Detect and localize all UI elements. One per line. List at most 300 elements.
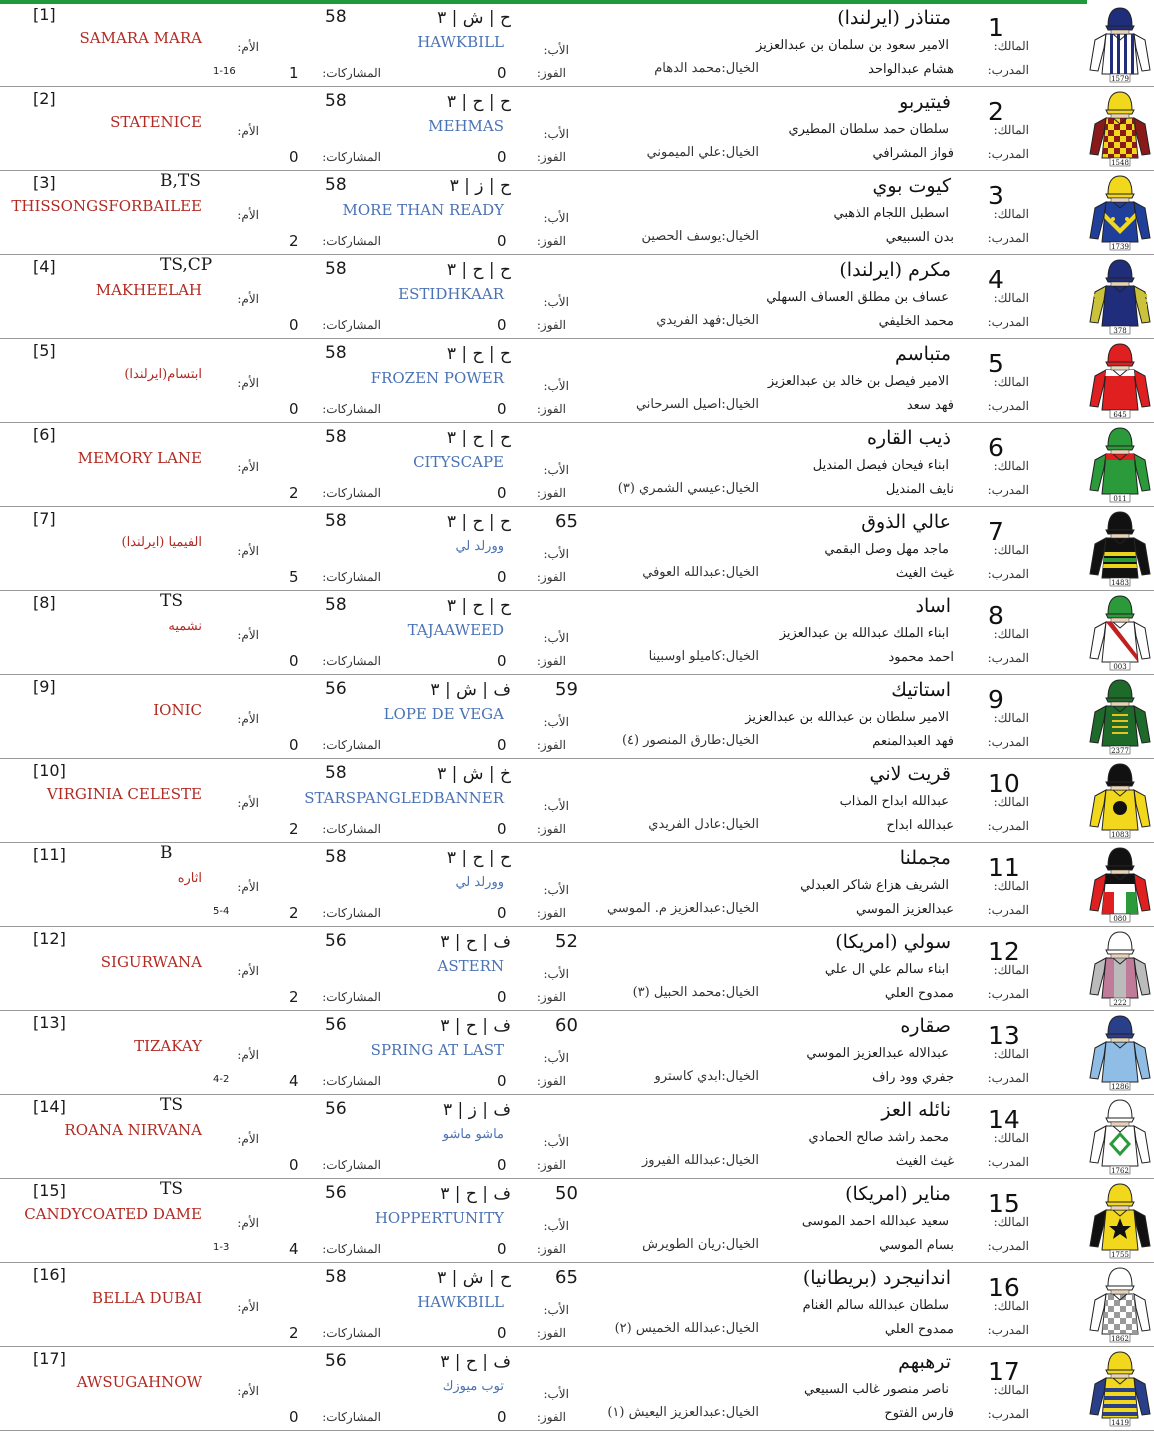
- owner-name: ابناء فيحان فيصل المنديل: [812, 458, 949, 473]
- wins-value: 0: [497, 1156, 507, 1174]
- trainer-label: المدرب:: [987, 63, 1029, 77]
- runner-row[interactable]: [0, 87, 1154, 171]
- draw-number: [6]: [33, 425, 56, 444]
- wins-label: الفوز:: [536, 1410, 566, 1424]
- runner-row[interactable]: [0, 759, 1154, 843]
- equipment-code: TS: [160, 1095, 183, 1115]
- runner-row[interactable]: [0, 675, 1154, 759]
- silk-id: 222: [1113, 999, 1127, 1007]
- draw-number: [16]: [33, 1265, 66, 1284]
- horse-name[interactable]: سولي (امريكا): [835, 931, 951, 953]
- jockey-silks-icon: [1086, 1264, 1154, 1344]
- weight-value: 58: [325, 175, 347, 195]
- wins-value: 0: [497, 1240, 507, 1258]
- runner-number: 16: [988, 1273, 1020, 1302]
- wins-label: الفوز:: [536, 234, 566, 248]
- runner-row[interactable]: [0, 1095, 1154, 1179]
- dam-name: AWSUGAHNOW: [76, 1373, 202, 1391]
- trainer-name: عبدالله ابداح: [886, 818, 954, 833]
- silk-id: 1419: [1111, 1419, 1129, 1427]
- starts-value: 0: [289, 148, 299, 166]
- owner-name: سلطان حمد سلطان المطيري: [788, 122, 949, 137]
- dam-name: THISSONGSFORBAILEE: [11, 197, 202, 215]
- runner-row[interactable]: [0, 927, 1154, 1011]
- horse-name[interactable]: متناذر (ايرلندا): [837, 7, 951, 29]
- silk-id: 1755: [1111, 1251, 1129, 1259]
- sire-name: STARSPANGLEDBANNER: [304, 789, 504, 807]
- sire-label: الأب:: [543, 127, 569, 141]
- dam-label: الأم:: [237, 208, 259, 222]
- dam-label: الأم:: [237, 1300, 259, 1314]
- jockey-name: الخيال:فهد الفريدي: [656, 313, 759, 328]
- sire-name: وورلد لي: [455, 875, 504, 890]
- horse-name[interactable]: نائله العز: [881, 1099, 951, 1121]
- dam-name: MEMORY LANE: [77, 449, 202, 467]
- draw-number: [10]: [33, 761, 66, 780]
- horse-name[interactable]: ترهبهم: [898, 1351, 951, 1373]
- weight-value: 58: [325, 259, 347, 279]
- owner-name: ابناء الملك عبدالله بن عبدالعزيز: [779, 626, 949, 641]
- horse-description: ح | ح | ٣: [446, 596, 511, 616]
- trainer-label: المدرب:: [987, 819, 1029, 833]
- owner-name: الامير سعود بن سلمان بن عبدالعزيز: [756, 38, 949, 53]
- weight-value: 58: [325, 91, 347, 111]
- silk-id: 1548: [1111, 159, 1129, 167]
- jockey-name: الخيال:اصيل السرحاني: [635, 397, 759, 412]
- draw-number: [5]: [33, 341, 56, 360]
- sire-label: الأب:: [543, 211, 569, 225]
- weight-value: 58: [325, 7, 347, 27]
- trainer-name: بدن السبيعي: [885, 230, 954, 245]
- runner-number: 17: [988, 1357, 1020, 1386]
- runner-number: 12: [988, 937, 1020, 966]
- owner-label: المالك:: [993, 207, 1029, 221]
- weight-value: 58: [325, 427, 347, 447]
- trainer-name: فواز المشرافي: [872, 146, 954, 161]
- owner-name: الامير فيصل بن خالد بن عبدالعزيز: [767, 374, 949, 389]
- trainer-label: المدرب:: [987, 1239, 1029, 1253]
- owner-label: المالك:: [993, 375, 1029, 389]
- sire-name: CITYSCAPE: [413, 453, 504, 471]
- starts-label: المشاركات:: [322, 486, 381, 500]
- sire-name: FROZEN POWER: [370, 369, 504, 387]
- equipment-code: B: [160, 843, 173, 863]
- horse-description: ف | ز | ٣: [442, 1100, 511, 1120]
- trainer-label: المدرب:: [987, 903, 1029, 917]
- rating-value: 65: [555, 511, 578, 532]
- equipment-code: TS: [160, 591, 183, 611]
- dam-label: الأم:: [237, 460, 259, 474]
- wins-label: الفوز:: [536, 150, 566, 164]
- silk-id: 011: [1113, 495, 1127, 503]
- silk-id: 1286: [1111, 1083, 1129, 1091]
- silk-id: 1579: [1111, 75, 1129, 83]
- trainer-name: هشام عبدالواحد: [868, 62, 954, 77]
- jockey-silks-icon: [1086, 1012, 1154, 1092]
- trainer-label: المدرب:: [987, 987, 1029, 1001]
- dam-label: الأم:: [237, 712, 259, 726]
- sire-name: SPRING AT LAST: [370, 1041, 504, 1059]
- owner-label: المالك:: [993, 879, 1029, 893]
- dam-label: الأم:: [237, 292, 259, 306]
- horse-description: ح | ح | ٣: [446, 512, 511, 532]
- jockey-name: الخيال:كاميلو اوسبينا: [648, 649, 759, 664]
- weight-value: 56: [325, 1351, 347, 1371]
- rating-value: 65: [555, 1267, 578, 1288]
- wins-value: 0: [497, 988, 507, 1006]
- jockey-name: الخيال:علي الميموني: [646, 145, 759, 160]
- dam-label: الأم:: [237, 880, 259, 894]
- trainer-label: المدرب:: [987, 147, 1029, 161]
- trainer-label: المدرب:: [987, 735, 1029, 749]
- dam-label: الأم:: [237, 628, 259, 642]
- trainer-label: المدرب:: [987, 483, 1029, 497]
- jockey-name: الخيال:عادل الفريدي: [648, 817, 759, 832]
- owner-label: المالك:: [993, 1131, 1029, 1145]
- wins-label: الفوز:: [536, 402, 566, 416]
- wins-value: 0: [497, 232, 507, 250]
- weight-value: 56: [325, 1183, 347, 1203]
- weight-value: 58: [325, 343, 347, 363]
- runner-number: 10: [988, 769, 1020, 798]
- runner-row[interactable]: [0, 843, 1154, 927]
- starts-value: 5: [289, 568, 299, 586]
- owner-label: المالك:: [993, 543, 1029, 557]
- dam-label: الأم:: [237, 376, 259, 390]
- owner-label: المالك:: [993, 1299, 1029, 1313]
- weight-value: 58: [325, 595, 347, 615]
- runner-number: 14: [988, 1105, 1020, 1134]
- horse-description: ف | ش | ٣: [430, 680, 511, 700]
- wins-value: 0: [497, 904, 507, 922]
- jockey-name: الخيال:عبدالعزيز م. الموسي: [607, 901, 759, 916]
- sire-name: HOPPERTUNITY: [374, 1209, 504, 1227]
- jockey-silks-icon: [1086, 844, 1154, 924]
- runner-row[interactable]: [0, 171, 1154, 255]
- horse-description: ح | ح | ٣: [446, 848, 511, 868]
- jockey-silks-icon: [1086, 88, 1154, 168]
- horse-name[interactable]: مكرم (ايرلندا): [839, 259, 951, 281]
- starts-label: المشاركات:: [322, 402, 381, 416]
- runner-row[interactable]: [0, 3, 1154, 87]
- horse-description: ف | ح | ٣: [440, 1184, 511, 1204]
- trainer-name: عبدالعزيز الموسي: [856, 902, 954, 917]
- draw-number: [4]: [33, 257, 56, 276]
- dam-label: الأم:: [237, 964, 259, 978]
- owner-label: المالك:: [993, 711, 1029, 725]
- sire-label: الأب:: [543, 1051, 569, 1065]
- owner-label: المالك:: [993, 1047, 1029, 1061]
- horse-name[interactable]: ذيب القاره: [866, 427, 951, 449]
- owner-label: المالك:: [993, 627, 1029, 641]
- wins-label: الفوز:: [536, 1074, 566, 1088]
- horse-description: ح | ش | ٣: [437, 1268, 511, 1288]
- wins-value: 0: [497, 148, 507, 166]
- horse-name[interactable]: قريت لاني: [869, 763, 951, 785]
- draw-number: [15]: [33, 1181, 66, 1200]
- runner-row[interactable]: [0, 507, 1154, 591]
- horse-name[interactable]: اساد: [915, 595, 951, 617]
- starts-value: 0: [289, 316, 299, 334]
- trainer-label: المدرب:: [987, 399, 1029, 413]
- dam-name: ROANA NIRVANA: [64, 1121, 202, 1139]
- starts-value: 0: [289, 400, 299, 418]
- equipment-code: B,TS: [160, 171, 201, 191]
- starts-value: 0: [289, 736, 299, 754]
- wins-label: الفوز:: [536, 906, 566, 920]
- runner-row[interactable]: [0, 591, 1154, 675]
- horse-name[interactable]: متباسم: [895, 343, 951, 365]
- dam-name: SIGURWANA: [100, 953, 202, 971]
- jockey-name: الخيال:عبدالله العوفي: [642, 565, 759, 580]
- wins-label: الفوز:: [536, 990, 566, 1004]
- runner-row[interactable]: [0, 1011, 1154, 1095]
- owner-label: المالك:: [993, 39, 1029, 53]
- dam-label: الأم:: [237, 796, 259, 810]
- equipment-code: TS: [160, 1179, 183, 1199]
- recent-form: 1-16: [213, 66, 236, 77]
- sire-label: الأب:: [543, 715, 569, 729]
- wins-value: 0: [497, 820, 507, 838]
- sire-label: الأب:: [543, 967, 569, 981]
- sire-label: الأب:: [543, 799, 569, 813]
- dam-label: الأم:: [237, 124, 259, 138]
- runner-number: 15: [988, 1189, 1020, 1218]
- horse-description: ف | ح | ٣: [440, 1352, 511, 1372]
- sire-name: ASTERN: [437, 957, 504, 975]
- runner-number: 11: [988, 853, 1020, 882]
- sire-label: الأب:: [543, 1387, 569, 1401]
- dam-label: الأم:: [237, 544, 259, 558]
- starts-label: المشاركات:: [322, 990, 381, 1004]
- starts-label: المشاركات:: [322, 570, 381, 584]
- jockey-name: الخيال:عبدالله الخميس (٢): [614, 1321, 759, 1336]
- dam-name: MAKHEELAH: [95, 281, 202, 299]
- horse-name[interactable]: صقاره: [900, 1015, 951, 1037]
- trainer-name: فهد سعد: [906, 398, 954, 413]
- owner-label: المالك:: [993, 963, 1029, 977]
- owner-name: ناصر منصور غالب السبيعي: [804, 1382, 949, 1397]
- draw-number: [2]: [33, 89, 56, 108]
- starts-value: 2: [289, 988, 299, 1006]
- sire-label: الأب:: [543, 631, 569, 645]
- dam-name: CANDYCOATED DAME: [24, 1205, 202, 1223]
- starts-value: 2: [289, 1324, 299, 1342]
- runner-number: 13: [988, 1021, 1020, 1050]
- dam-name: STATENICE: [110, 113, 202, 131]
- dam-name: نشميه: [168, 619, 202, 634]
- trainer-label: المدرب:: [987, 1155, 1029, 1169]
- horse-name[interactable]: مجملنا: [899, 847, 951, 869]
- runner-number: 5: [988, 349, 1004, 378]
- trainer-label: المدرب:: [987, 1071, 1029, 1085]
- starts-value: 0: [289, 652, 299, 670]
- jockey-name: الخيال:طارق المنصور (٤): [621, 733, 759, 748]
- recent-form: 1-3: [213, 1242, 230, 1253]
- weight-value: 56: [325, 1099, 347, 1119]
- silk-id: 378: [1113, 327, 1127, 335]
- draw-number: [7]: [33, 509, 56, 528]
- trainer-name: غيث الغيث: [895, 566, 954, 581]
- weight-value: 58: [325, 763, 347, 783]
- owner-label: المالك:: [993, 1383, 1029, 1397]
- trainer-label: المدرب:: [987, 651, 1029, 665]
- dam-name: SAMARA MARA: [79, 29, 202, 47]
- draw-number: [12]: [33, 929, 66, 948]
- owner-name: الشريف هزاع شاكر العبدلي: [800, 878, 949, 893]
- jockey-name: الخيال:ريان الطويرش: [642, 1237, 759, 1252]
- wins-label: الفوز:: [536, 66, 566, 80]
- runner-number: 2: [988, 97, 1004, 126]
- wins-value: 0: [497, 1408, 507, 1426]
- owner-name: ماجد مهل وصل البقمي: [824, 542, 949, 557]
- horse-description: ف | ح | ٣: [440, 932, 511, 952]
- sire-label: الأب:: [543, 1135, 569, 1149]
- runner-row[interactable]: [0, 255, 1154, 339]
- horse-name[interactable]: استاتيك: [891, 679, 951, 701]
- silk-id: 2377: [1111, 747, 1129, 755]
- sire-name: TAJAAWEED: [407, 621, 504, 639]
- starts-label: المشاركات:: [322, 234, 381, 248]
- sire-name: ESTIDHKAAR: [398, 285, 504, 303]
- dam-name: VIRGINIA CELESTE: [46, 785, 202, 803]
- trainer-name: محمد الخليفي: [878, 314, 954, 329]
- runner-row[interactable]: [0, 339, 1154, 423]
- wins-value: 0: [497, 64, 507, 82]
- weight-value: 56: [325, 1015, 347, 1035]
- wins-value: 0: [497, 316, 507, 334]
- weight-value: 56: [325, 931, 347, 951]
- sire-label: الأب:: [543, 463, 569, 477]
- runner-row[interactable]: [0, 1347, 1154, 1431]
- horse-description: ح | ز | ٣: [449, 176, 511, 196]
- owner-name: عساف بن مطلق العساف السهلي: [766, 290, 949, 305]
- wins-value: 0: [497, 400, 507, 418]
- sire-name: وورلد لي: [455, 539, 504, 554]
- trainer-name: بسام الموسي: [879, 1238, 954, 1253]
- jockey-silks-icon: [1086, 256, 1154, 336]
- runner-number: 4: [988, 265, 1004, 294]
- wins-label: الفوز:: [536, 1326, 566, 1340]
- draw-number: [14]: [33, 1097, 66, 1116]
- dam-name: IONIC: [153, 701, 202, 719]
- horse-description: ح | ح | ٣: [446, 344, 511, 364]
- horse-name[interactable]: اندانيجرد (بريطانيا): [802, 1267, 951, 1289]
- recent-form: 4-2: [213, 1074, 230, 1085]
- rating-value: 52: [555, 931, 578, 952]
- horse-description: ح | ش | ٣: [437, 8, 511, 28]
- sire-name: HAWKBILL: [417, 33, 504, 51]
- runner-row[interactable]: [0, 1263, 1154, 1347]
- wins-label: الفوز:: [536, 1242, 566, 1256]
- starts-label: المشاركات:: [322, 1242, 381, 1256]
- owner-name: سعيد عبدالله احمد الموسى: [801, 1214, 949, 1229]
- jockey-name: الخيال:عبدالله الفيروز: [642, 1153, 759, 1168]
- silk-id: 1083: [1111, 831, 1129, 839]
- owner-label: المالك:: [993, 459, 1029, 473]
- dam-label: الأم:: [237, 1132, 259, 1146]
- sire-name: HAWKBILL: [417, 1293, 504, 1311]
- trainer-label: المدرب:: [987, 1323, 1029, 1337]
- starts-label: المشاركات:: [322, 66, 381, 80]
- owner-name: محمد راشد صالح الحمادي: [808, 1130, 949, 1145]
- dam-name: الفيميا (ايرلندا): [121, 535, 202, 550]
- jockey-name: الخيال:ابدي كاسترو: [654, 1069, 759, 1084]
- wins-value: 0: [497, 568, 507, 586]
- wins-label: الفوز:: [536, 318, 566, 332]
- horse-name[interactable]: مناير (امريكا): [845, 1183, 951, 1205]
- draw-number: [9]: [33, 677, 56, 696]
- wins-value: 0: [497, 1324, 507, 1342]
- trainer-name: غيث الغيث: [895, 1154, 954, 1169]
- jockey-name: الخيال:عبدالعزيز اليعيش (١): [607, 1405, 759, 1420]
- starts-label: المشاركات:: [322, 318, 381, 332]
- runner-row[interactable]: [0, 1179, 1154, 1263]
- wins-label: الفوز:: [536, 486, 566, 500]
- starts-value: 1: [289, 64, 299, 82]
- starts-label: المشاركات:: [322, 654, 381, 668]
- silk-id: 645: [1113, 411, 1127, 419]
- runner-number: 3: [988, 181, 1004, 210]
- dam-name: BELLA DUBAI: [92, 1289, 202, 1307]
- runner-row[interactable]: [0, 423, 1154, 507]
- jockey-silks-icon: [1086, 1348, 1154, 1428]
- trainer-label: المدرب:: [987, 231, 1029, 245]
- jockey-name: الخيال:محمد الحبيل (٣): [632, 985, 759, 1000]
- recent-form: 5-4: [213, 906, 230, 917]
- horse-description: ح | ح | ٣: [446, 260, 511, 280]
- weight-value: 58: [325, 511, 347, 531]
- sire-name: MORE THAN READY: [342, 201, 504, 219]
- trainer-label: المدرب:: [987, 1407, 1029, 1421]
- runner-number: 9: [988, 685, 1004, 714]
- starts-label: المشاركات:: [322, 1326, 381, 1340]
- owner-name: الامير سلطان بن عبدالله بن عبدالعزيز: [745, 710, 949, 725]
- dam-name: اثاره: [177, 871, 202, 886]
- horse-description: ح | ح | ٣: [446, 92, 511, 112]
- horse-name[interactable]: كيوت بوي: [872, 175, 951, 197]
- jockey-silks-icon: [1086, 1096, 1154, 1176]
- runner-number: 7: [988, 517, 1004, 546]
- jockey-silks-icon: [1086, 340, 1154, 420]
- jockey-name: الخيال:عيسي الشمري (٣): [617, 481, 759, 496]
- sire-label: الأب:: [543, 547, 569, 561]
- runner-number: 6: [988, 433, 1004, 462]
- horse-description: ح | ح | ٣: [446, 428, 511, 448]
- dam-label: الأم:: [237, 1048, 259, 1062]
- trainer-name: جفري وود راف: [872, 1070, 954, 1085]
- sire-label: الأب:: [543, 379, 569, 393]
- sire-label: الأب:: [543, 1219, 569, 1233]
- starts-value: 4: [289, 1072, 299, 1090]
- weight-value: 58: [325, 1267, 347, 1287]
- jockey-silks-icon: [1086, 424, 1154, 504]
- sire-label: الأب:: [543, 1303, 569, 1317]
- jockey-silks-icon: [1086, 928, 1154, 1008]
- owner-name: عبدالاله عبدالعزيز الموسي: [806, 1046, 949, 1061]
- silk-id: 080: [1113, 915, 1127, 923]
- owner-label: المالك:: [993, 123, 1029, 137]
- sire-label: الأب:: [543, 43, 569, 57]
- silk-id: 003: [1113, 663, 1127, 671]
- trainer-label: المدرب:: [987, 567, 1029, 581]
- starts-label: المشاركات:: [322, 822, 381, 836]
- rating-value: 60: [555, 1015, 578, 1036]
- horse-name[interactable]: فيتيربو: [899, 91, 951, 113]
- jockey-silks-icon: [1086, 172, 1154, 252]
- starts-value: 0: [289, 1156, 299, 1174]
- horse-name[interactable]: عالي الذوق: [861, 511, 951, 533]
